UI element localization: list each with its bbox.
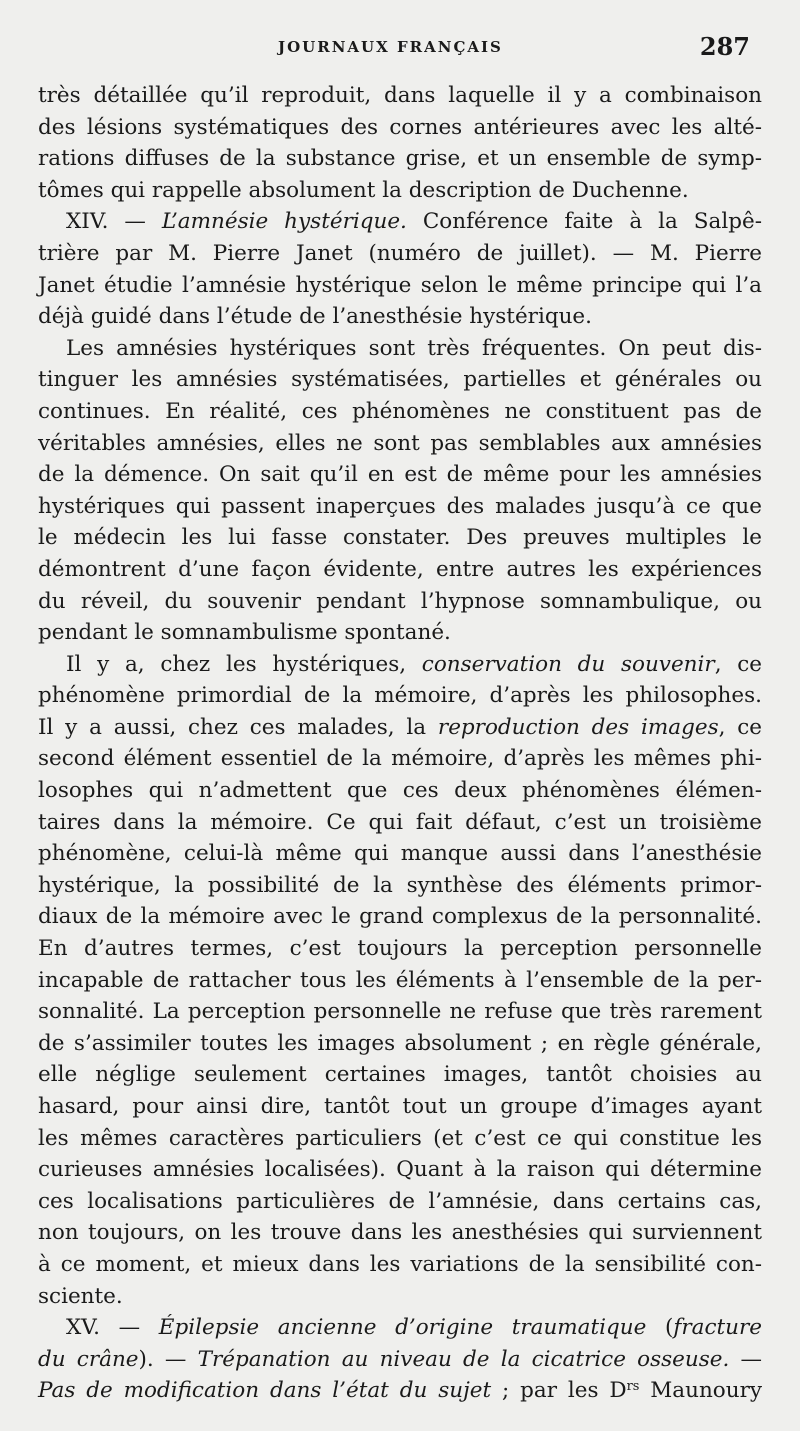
text-line [38, 270, 762, 302]
text-segment: incapable de rattacher tous les éléments à l’ensemble de la per- [38, 967, 762, 993]
text-line [38, 522, 762, 554]
text-segment: le médecin les lui fasse constater. Des preuves multiples le [38, 525, 762, 551]
text-segment: XV. — [66, 1315, 159, 1341]
superscript-text: rs [626, 1379, 640, 1395]
text-line [38, 870, 762, 902]
text-segment: phénomène primordial de la mémoire, d’après les philosophes. [38, 683, 762, 709]
text-line [38, 1217, 762, 1249]
text-segment: les mêmes caractères particuliers (et c’est ce qui constitue les [38, 1125, 762, 1151]
text-segment: — [729, 1346, 762, 1372]
text-segment: tinguer les amnésies systématisées, partielles et générales ou [38, 367, 762, 393]
text-segment: Il y a, chez les hystériques, [66, 651, 422, 677]
text-segment: taires dans la mémoire. Ce qui fait défaut, c’est un troisième [38, 809, 762, 835]
text-line [38, 80, 762, 112]
text-line [38, 965, 762, 997]
text-segment: curieuses amnésies localisées). Quant à la raison qui détermine [38, 1157, 762, 1183]
text-segment: hasard, pour ainsi dire, tantôt tout un groupe d’images ayant [38, 1094, 762, 1119]
text-segment: Il y a aussi, chez ces malades, la [38, 714, 438, 740]
text-line [38, 901, 762, 933]
text-line [38, 586, 762, 618]
text-line [38, 1249, 762, 1281]
page-number: 287 [699, 32, 750, 61]
text-line [38, 1091, 762, 1123]
text-segment: trière par M. Pierre Janet (numéro de juillet). — M. Pierre [38, 240, 762, 266]
text-segment: Maunoury [639, 1378, 763, 1404]
text-line [38, 1375, 762, 1407]
text-segment: losophes qui n’admettent que ces deux phénomènes élémen- [38, 778, 762, 804]
italic-text: conservation du souvenir [421, 651, 715, 677]
running-head: JOURNAUX FRANÇAIS [278, 38, 503, 56]
text-segment: XIV. — [66, 209, 162, 235]
text-segment: de la démence. On sait qu’il en est de même pour les amnésies [38, 462, 762, 488]
text-line [38, 301, 762, 333]
text-line [38, 617, 762, 649]
text-line [38, 775, 762, 807]
italic-text: L’amnésie hystérique. [161, 209, 407, 235]
italic-text: Trépanation au niveau de la cicatrice osseuse. [197, 1346, 730, 1372]
text-segment: non toujours, on les trouve dans les anesthésies qui surviennent [38, 1220, 762, 1246]
text-line [38, 838, 762, 870]
text-segment: Conférence faite à la Salpê- [406, 209, 762, 235]
text-line [38, 364, 762, 396]
text-line [38, 491, 762, 523]
text-line [38, 680, 762, 712]
text-segment: ces localisations particulières de l’amnésie, dans certains cas, [38, 1188, 762, 1214]
text-line [38, 1281, 762, 1313]
text-line [38, 933, 762, 965]
text-segment: , ce [718, 714, 763, 740]
text-line [38, 712, 762, 744]
text-segment: phénomène, celui-là même qui manque aussi dans l’anesthésie [38, 841, 762, 867]
text-segment: ). — [138, 1346, 198, 1372]
text-segment: rations diffuses de la substance grise, et un ensemble de symp- [38, 146, 762, 172]
page-header [0, 30, 800, 70]
text-line [38, 459, 762, 491]
text-line [38, 1059, 762, 1091]
text-segment: hystérique, la possibilité de la synthèse des éléments primor- [38, 872, 762, 898]
text-segment: déjà guidé dans l’étude de l’anesthésie hystérique. [38, 304, 592, 330]
text-line [38, 1123, 762, 1155]
text-line [38, 112, 762, 144]
text-segment: véritables amnésies, elles ne sont pas semblables aux amnésies [38, 430, 762, 456]
text-line [38, 1154, 762, 1186]
text-segment: du réveil, du souvenir pendant l’hypnose somnambulique, ou [38, 588, 762, 614]
text-segment: des lésions systématiques des cornes antérieures avec les alté- [38, 114, 762, 140]
text-segment: tômes qui rappelle absolument la description de Duchenne. [38, 177, 689, 203]
text-segment: à ce moment, et mieux dans les variations de la sensibilité con- [38, 1251, 762, 1277]
text-line [38, 175, 762, 207]
text-line [38, 554, 762, 586]
text-segment: démontrent d’une façon évidente, entre autres les expériences [38, 556, 762, 582]
text-segment: elle néglige seulement certaines images, tantôt choisies au [38, 1062, 762, 1088]
text-segment: sonnalité. La perception personnelle ne refuse que très rarement [38, 999, 762, 1025]
text-segment: pendant le somnambulisme spontané. [38, 620, 451, 646]
text-line [38, 1186, 762, 1218]
italic-text: du crâne [38, 1346, 139, 1372]
text-line [38, 1344, 762, 1376]
text-line [38, 649, 762, 681]
text-segment: Janet étudie l’amnésie hystérique selon le même principe qui l’a [38, 272, 762, 298]
text-line [38, 238, 762, 270]
text-line [38, 1028, 762, 1060]
text-line [38, 1312, 762, 1344]
text-line [38, 143, 762, 175]
italic-text: fracture [673, 1315, 762, 1341]
text-line [38, 333, 762, 365]
text-line [38, 206, 762, 238]
text-segment: ; par les D [491, 1378, 627, 1404]
text-segment: de s’assimiler toutes les images absolument ; en règle générale, [38, 1030, 762, 1056]
text-segment: sciente. [38, 1283, 123, 1309]
italic-text: Pas de modification dans l’état du sujet [38, 1378, 492, 1404]
italic-text: Épilepsie ancienne d’origine traumatique [158, 1315, 647, 1341]
text-segment: hystériques qui passent inaperçues des malades jusqu’à ce que [38, 493, 762, 519]
text-segment: second élément essentiel de la mémoire, d’après les mêmes phi- [38, 746, 762, 772]
italic-text: reproduction des images [437, 714, 719, 740]
text-segment: En d’autres termes, c’est toujours la perception personnelle [38, 936, 762, 962]
text-line [38, 743, 762, 775]
text-segment: ( [646, 1315, 674, 1341]
text-segment: très détaillée qu’il reproduit, dans laquelle il y a combinaison [38, 83, 762, 108]
text-segment: , ce [714, 651, 763, 677]
text-line [38, 996, 762, 1028]
text-segment: Les amnésies hystériques sont très fréquentes. On peut dis- [66, 335, 762, 361]
body-text [38, 80, 762, 1407]
text-line [38, 428, 762, 460]
text-segment: diaux de la mémoire avec le grand complexus de la personnalité. [38, 904, 762, 930]
text-line [38, 807, 762, 839]
text-line [38, 396, 762, 428]
text-segment: continues. En réalité, ces phénomènes ne constituent pas de [38, 398, 762, 424]
